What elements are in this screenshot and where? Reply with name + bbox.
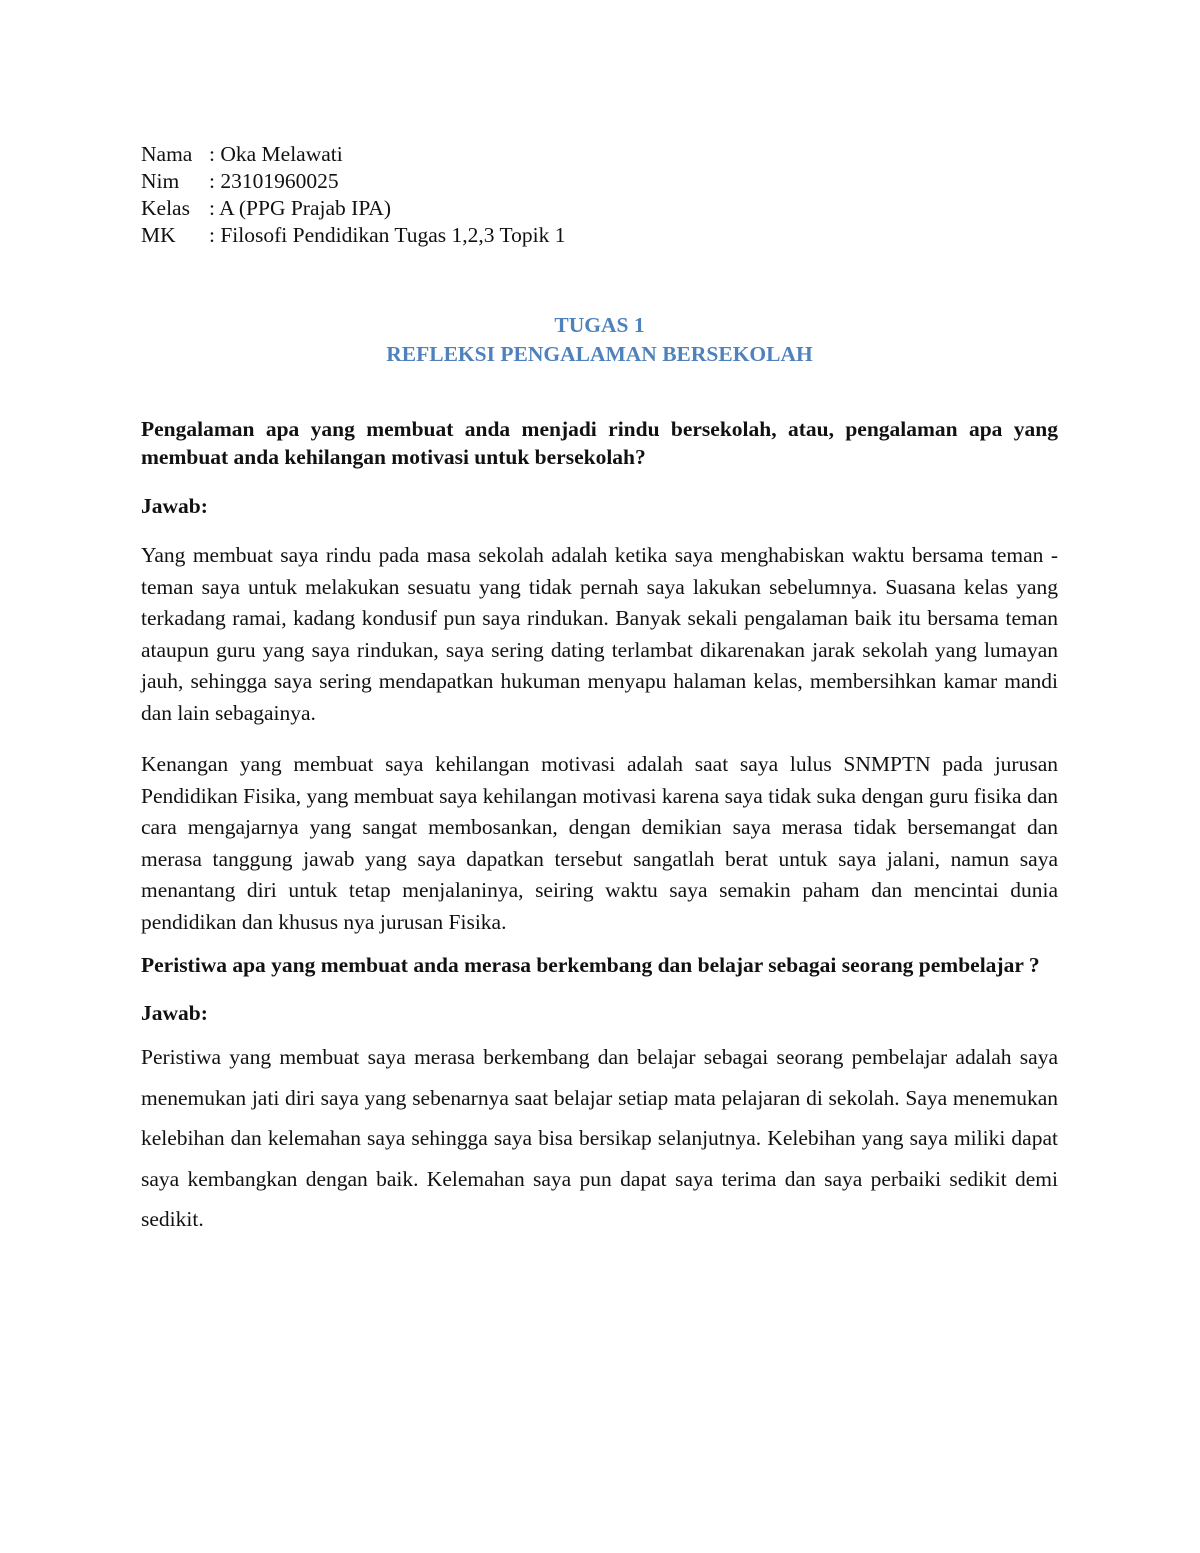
info-value: : Oka Melawati xyxy=(209,142,343,166)
student-info xyxy=(141,141,1058,249)
answer-1-paragraph-2: Kenangan yang membuat saya kehilangan motivasi adalah saat saya lulus SNMPTN pada jurusan Pendidikan Fisika, yang membuat saya kehilangan motivasi karena saya tidak suka dengan guru fisika dan cara mengajarnya yang sangat membosankan, dengan demikian saya merasa tidak bersemangat dan merasa tanggung jawab yang saya dapatkan tersebut sangatlah berat untuk saya jalani, namun saya menantang diri untuk tetap menjalaninya, seiring waktu saya semakin paham dan mencintai dunia pendidikan dan khusus nya jurusan Fisika. xyxy=(141,752,1058,934)
info-value: : Filosofi Pendidikan Tugas 1,2,3 Topik 1 xyxy=(209,223,566,247)
info-row-nim xyxy=(141,168,1058,195)
info-label: MK xyxy=(141,223,176,247)
question-2: Peristiwa apa yang membuat anda merasa berkembang dan belajar sebagai seorang pembelajar ? xyxy=(141,953,1040,977)
document-heading xyxy=(141,311,1058,369)
question-1: Pengalaman apa yang membuat anda menjadi rindu bersekolah, atau, pengalaman apa yang membuat anda kehilangan motivasi untuk bersekolah? xyxy=(141,417,1058,469)
info-label: Nim xyxy=(141,169,180,193)
answer-2-paragraph-1: Peristiwa yang membuat saya merasa berkembang dan belajar sebagai seorang pembelajar adalah saya menemukan jati diri saya yang sebenarnya saat belajar setiap mata pelajaran di sekolah. Saya menemukan kelebihan dan kelemahan saya sehingga saya bisa bersikap selanjutnya. Kelebihan yang saya miliki dapat saya kembangkan dengan baik. Kelemahan saya pun dapat saya terima dan saya perbaiki sedikit demi sedikit. xyxy=(141,1045,1058,1231)
heading-subtitle: REFLEKSI PENGALAMAN BERSEKOLAH xyxy=(386,342,813,366)
info-label: Kelas xyxy=(141,196,190,220)
info-value: : 23101960025 xyxy=(209,169,339,193)
answer-1-paragraph-1: Yang membuat saya rindu pada masa sekolah adalah ketika saya menghabiskan waktu bersama teman - teman saya untuk melakukan sesuatu yang tidak pernah saya lakukan sebelumnya. Suasana kelas yang terkadang ramai, kadang kondusif pun saya rindukan. Banyak sekali pengalaman baik itu bersama teman ataupun guru yang saya rindukan, saya sering dating terlambat dikarenakan jarak sekolah yang lumayan jauh, sehingga saya sering mendapatkan hukuman menyapu halaman kelas, membersihkan kamar mandi dan lain sebagainya. xyxy=(141,543,1058,725)
info-row-kelas xyxy=(141,195,1058,222)
heading-title: TUGAS 1 xyxy=(554,313,645,337)
document-page xyxy=(141,141,1058,1240)
info-row-nama xyxy=(141,141,1058,168)
info-value: : A (PPG Prajab IPA) xyxy=(209,196,391,220)
answer-label-1: Jawab: xyxy=(141,494,208,518)
answer-label-2: Jawab: xyxy=(141,1001,208,1025)
info-row-mk xyxy=(141,222,1058,249)
info-label: Nama xyxy=(141,142,193,166)
